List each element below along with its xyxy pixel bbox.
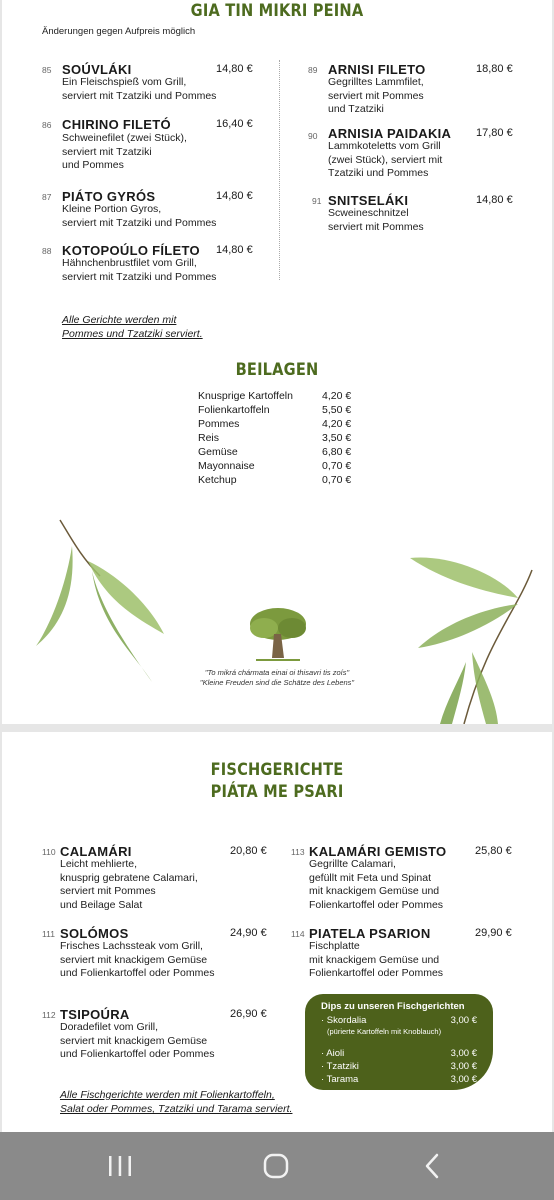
desc-line: Kleine Portion Gyros, bbox=[62, 203, 162, 215]
dish-price: 26,90 € bbox=[230, 1008, 267, 1020]
recent-apps-icon bbox=[107, 1154, 133, 1178]
side-item bbox=[198, 418, 368, 432]
dish-description bbox=[328, 76, 424, 117]
side-item bbox=[198, 390, 368, 404]
desc-line: Lammkoteletts vom Grill bbox=[328, 140, 441, 152]
dip-price: 3,00 € bbox=[450, 1061, 477, 1072]
dish-price: 14,80 € bbox=[216, 190, 253, 202]
dish-number: 113 bbox=[291, 847, 305, 857]
section-heading-sides: BEILAGEN bbox=[235, 360, 319, 380]
back-button[interactable] bbox=[412, 1148, 452, 1184]
dip-note: (pürierte Kartoffeln mit Knoblauch) bbox=[327, 1027, 442, 1036]
dish-114 bbox=[291, 926, 523, 982]
side-price: 4,20 € bbox=[322, 390, 352, 402]
dip-item bbox=[321, 1048, 477, 1059]
desc-line: Ein Fleischspieß vom Grill, bbox=[62, 76, 187, 88]
desc-line: und Folienkartoffel oder Pommes bbox=[60, 967, 215, 979]
dish-86 bbox=[42, 117, 272, 175]
dish-price: 16,40 € bbox=[216, 118, 253, 130]
dish-name: SNITSELÁKI bbox=[328, 193, 409, 208]
desc-line: serviert mit Tzatziki und Pommes bbox=[62, 216, 217, 229]
dish-number: 85 bbox=[42, 65, 52, 75]
dish-number: 89 bbox=[308, 65, 318, 75]
desc-line: Hähnchenbrustfilet vom Grill, bbox=[62, 257, 197, 269]
desc-line: serviert mit knackigem Gemüse bbox=[60, 953, 208, 966]
menu-page-2 bbox=[2, 732, 552, 1132]
dish-description bbox=[60, 1021, 214, 1062]
desc-line: serviert mit knackigem Gemüse bbox=[60, 1034, 208, 1047]
olive-tree-icon bbox=[246, 604, 310, 664]
dip-name: · Skordalia bbox=[321, 1015, 367, 1026]
side-price: 0,70 € bbox=[322, 474, 352, 486]
menu-page-1 bbox=[2, 0, 552, 724]
dish-name: CHIRINO FILETÓ bbox=[62, 117, 171, 132]
desc-line: (zwei Stück), serviert mit bbox=[328, 153, 443, 166]
side-item bbox=[198, 446, 368, 460]
dish-number: 87 bbox=[42, 192, 52, 202]
dish-price: 29,90 € bbox=[475, 927, 512, 939]
desc-line: Gegrilltes Lammfilet, bbox=[328, 76, 424, 88]
dish-112 bbox=[42, 1007, 274, 1063]
dish-name: PIÁTO GYRÓS bbox=[62, 189, 156, 204]
dish-number: 90 bbox=[308, 131, 318, 141]
dish-price: 18,80 € bbox=[476, 63, 513, 75]
dish-number: 110 bbox=[42, 847, 56, 857]
side-item bbox=[198, 404, 368, 418]
footnote-line: Alle Fischgerichte werden mit Folienkartoffeln, bbox=[60, 1089, 275, 1101]
desc-line: und Tzatziki bbox=[328, 103, 384, 115]
dip-item bbox=[321, 1074, 477, 1085]
desc-line: und Folienkartoffel oder Pommes bbox=[60, 1048, 215, 1060]
dish-number: 91 bbox=[312, 196, 322, 206]
dip-item bbox=[321, 1015, 477, 1026]
desc-line: und Pommes bbox=[62, 159, 124, 171]
dish-90 bbox=[308, 126, 528, 184]
desc-line: Scweineschnitzel bbox=[328, 207, 409, 219]
desc-line: serviert mit Tzatziki und Pommes bbox=[62, 270, 217, 283]
dish-price: 25,80 € bbox=[475, 845, 512, 857]
section-heading-fish-greek: PIÁTA ME PSARI bbox=[210, 782, 344, 802]
dip-item bbox=[321, 1061, 477, 1072]
side-name: Pommes bbox=[198, 418, 240, 430]
dip-price: 3,00 € bbox=[450, 1015, 477, 1026]
side-price: 6,80 € bbox=[322, 446, 352, 458]
side-name: Gemüse bbox=[198, 446, 238, 458]
side-price: 4,20 € bbox=[322, 418, 352, 430]
dish-description bbox=[309, 858, 443, 912]
side-name: Knusprige Kartoffeln bbox=[198, 390, 293, 402]
dish-91 bbox=[308, 193, 528, 237]
desc-line: Gegrillte Calamari, bbox=[309, 858, 396, 870]
dish-89 bbox=[308, 62, 528, 120]
recent-apps-button[interactable] bbox=[100, 1148, 140, 1184]
desc-line: mit knackigem Gemüse und bbox=[309, 885, 440, 897]
quote-greek: "To mikrá chármata einai oi thisavri tis zoís" bbox=[204, 668, 350, 677]
desc-line: und Beilage Salat bbox=[60, 898, 143, 911]
dish-number: 86 bbox=[42, 120, 52, 130]
dish-number: 88 bbox=[42, 246, 52, 256]
dishes-footnote bbox=[62, 313, 203, 341]
olive-branch-left-illustration bbox=[30, 516, 170, 686]
dips-box bbox=[305, 994, 493, 1090]
desc-line: Frisches Lachssteak vom Grill, bbox=[60, 940, 203, 952]
side-name: Reis bbox=[198, 432, 220, 444]
dish-name: SOÚVLÁKI bbox=[62, 62, 132, 77]
dish-price: 14,80 € bbox=[216, 63, 253, 75]
desc-line: Schweinefilet (zwei Stück), bbox=[62, 132, 187, 144]
side-item bbox=[198, 474, 368, 488]
desc-line: Fischplatte bbox=[309, 940, 360, 952]
desc-line: knusprig gebratene Calamari, bbox=[60, 871, 198, 884]
dish-description bbox=[62, 257, 216, 284]
side-item bbox=[198, 432, 368, 446]
dish-87 bbox=[42, 189, 272, 233]
dish-88 bbox=[42, 243, 272, 287]
back-icon bbox=[422, 1152, 442, 1180]
side-price: 0,70 € bbox=[322, 460, 352, 472]
dish-description bbox=[328, 140, 442, 181]
footnote-line: Alle Gerichte werden mit bbox=[62, 314, 177, 326]
footnote-line: Pommes und Tzatziki serviert. bbox=[62, 328, 203, 340]
fish-footnote bbox=[60, 1088, 292, 1116]
dip-price: 3,00 € bbox=[450, 1048, 477, 1059]
dish-price: 17,80 € bbox=[476, 127, 513, 139]
sides-list bbox=[198, 390, 368, 488]
side-name: Mayonnaise bbox=[198, 460, 255, 472]
dish-description bbox=[62, 132, 187, 173]
quote-german: "Kleine Freuden sind die Schätze des Lebens" bbox=[199, 678, 355, 687]
changes-note: Änderungen gegen Aufpreis möglich bbox=[42, 26, 196, 37]
olive-branch-right-illustration bbox=[406, 552, 536, 724]
section-heading-small-hunger: GIA TIN MIKRI PEINA bbox=[190, 1, 364, 21]
dish-number: 112 bbox=[42, 1010, 56, 1020]
footnote-line: Salat oder Pommes, Tzatziki und Tarama serviert. bbox=[60, 1103, 293, 1115]
dish-number: 111 bbox=[42, 929, 55, 939]
desc-line: gefüllt mit Feta und Spinat bbox=[309, 871, 431, 884]
dish-description bbox=[60, 940, 214, 981]
dish-name: SOLÓMOS bbox=[60, 926, 129, 941]
dish-description bbox=[328, 207, 424, 234]
side-item bbox=[198, 460, 368, 474]
dish-description bbox=[60, 858, 198, 912]
side-name: Ketchup bbox=[198, 474, 237, 486]
side-price: 5,50 € bbox=[322, 404, 352, 416]
dish-description bbox=[62, 76, 216, 103]
dish-description bbox=[309, 940, 443, 981]
dish-price: 20,80 € bbox=[230, 845, 267, 857]
dish-name: ARNISIA PAIDAKIA bbox=[328, 126, 452, 141]
desc-line: serviert mit Pommes bbox=[328, 89, 424, 102]
dish-85 bbox=[42, 62, 272, 106]
home-icon bbox=[262, 1152, 290, 1180]
side-name: Folienkartoffeln bbox=[198, 404, 270, 416]
dip-name: · Tzatziki bbox=[321, 1061, 359, 1072]
desc-line: mit knackigem Gemüse und bbox=[309, 953, 440, 966]
column-divider bbox=[279, 60, 280, 280]
system-navigation-bar bbox=[0, 1132, 554, 1200]
desc-line: Folienkartoffel oder Pommes bbox=[309, 967, 444, 979]
dip-name: · Aioli bbox=[321, 1048, 345, 1059]
dip-price: 3,00 € bbox=[450, 1074, 477, 1085]
desc-line: serviert mit Pommes bbox=[328, 220, 424, 233]
dish-name: TSIPOÚRA bbox=[60, 1007, 130, 1022]
dish-name: KOTOPOÚLO FÍLETO bbox=[62, 243, 200, 258]
dips-title: Dips zu unseren Fischgerichten bbox=[321, 1001, 465, 1012]
dish-name: PIATELA PSARION bbox=[309, 926, 431, 941]
dish-name: KALAMÁRI GEMISTO bbox=[309, 844, 447, 859]
desc-line: Doradefilet vom Grill, bbox=[60, 1021, 159, 1033]
desc-line: Tzatziki und Pommes bbox=[328, 167, 429, 179]
dip-name: · Tarama bbox=[321, 1074, 359, 1085]
home-button[interactable] bbox=[256, 1148, 296, 1184]
dish-110 bbox=[42, 844, 274, 914]
dish-number: 114 bbox=[291, 929, 305, 939]
desc-line: Folienkartoffel oder Pommes bbox=[309, 898, 444, 911]
dish-price: 14,80 € bbox=[476, 194, 513, 206]
desc-line: serviert mit Tzatziki und Pommes bbox=[62, 89, 217, 102]
desc-line: serviert mit Tzatziki bbox=[62, 145, 152, 158]
desc-line: Leicht mehlierte, bbox=[60, 858, 138, 870]
dish-description bbox=[62, 203, 216, 230]
dish-price: 14,80 € bbox=[216, 244, 253, 256]
dish-name: ARNISI FILETO bbox=[328, 62, 426, 77]
section-heading-fish: FISCHGERICHTE bbox=[210, 760, 344, 780]
dish-111 bbox=[42, 926, 274, 982]
desc-line: serviert mit Pommes bbox=[60, 885, 156, 897]
side-price: 3,50 € bbox=[322, 432, 352, 444]
dish-113 bbox=[291, 844, 523, 914]
dish-price: 24,90 € bbox=[230, 927, 267, 939]
dish-name: CALAMÁRI bbox=[60, 844, 132, 859]
